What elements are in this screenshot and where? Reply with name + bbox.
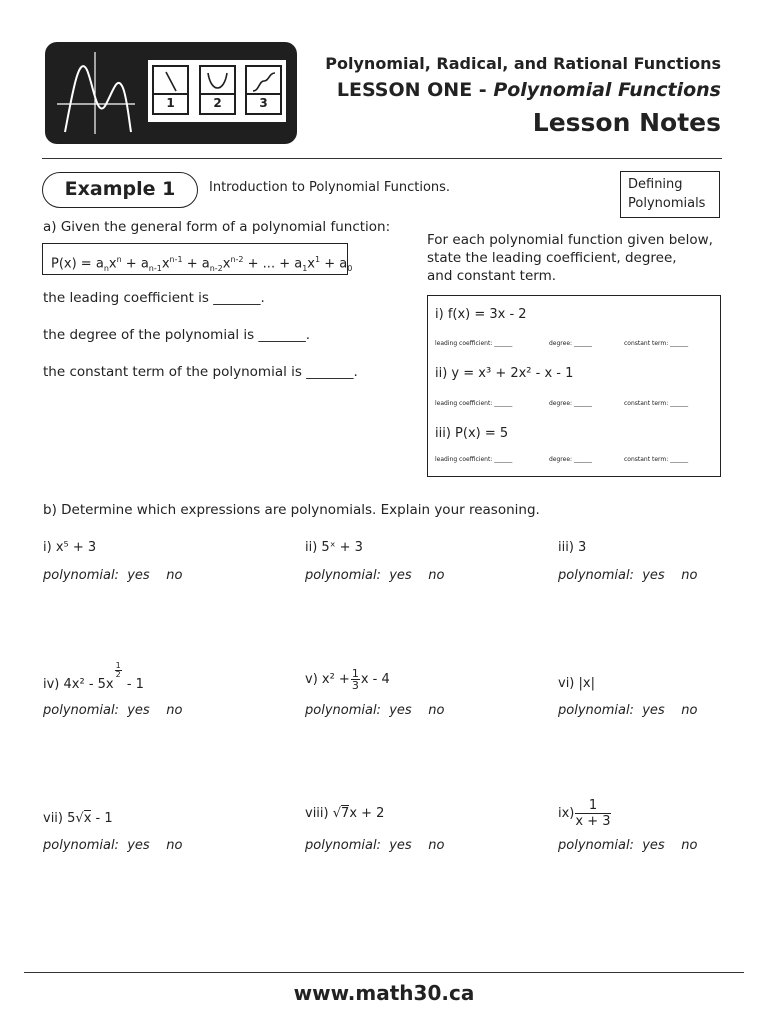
blank-constant-term: constant term: ______ [624,456,689,463]
answer-line-i: polynomial: yes no [43,568,183,583]
fraction: $\frac{1}{x + 3}$ [575,798,611,829]
answer-yes[interactable]: yes [127,838,150,853]
answer-yes[interactable]: yes [642,568,665,583]
answer-line-iv: polynomial: yes no [43,703,183,718]
general-form-formula: $P(x) = a_nx^n + a_{n-1}x^{n-1} + a_{n-2}x^{n-2}$ + ... + $a_1x^1 + a_0$ [42,243,348,275]
lesson-notes-heading: Lesson Notes [532,108,721,137]
answer-no[interactable]: no [681,703,698,718]
graph-type-panel [148,60,286,122]
lesson-name: Polynomial Functions [493,79,721,101]
blank-constant-term: constant term: ______ [624,400,689,407]
blank-degree: degree: ______ [549,400,592,407]
answer-no[interactable]: no [166,703,183,718]
expression-v: v) x² + $\frac{1}{3}$ x - 4 [305,667,390,692]
example-label: Example 1 [42,172,198,208]
right-prompt-line3: and constant term. [427,268,557,284]
blank-degree: degree: ______ [549,456,592,463]
right-prompt-line1: For each polynomial function given below, [427,232,713,248]
radical-sign: √ [75,811,84,826]
lesson-title [337,79,721,101]
answer-no[interactable]: no [681,568,698,583]
answer-yes[interactable]: yes [389,838,412,853]
expression-ii: ii) 5ˣ + 3 [305,540,363,555]
polynomial-graph-icon [55,50,137,136]
question-leading-coefficient: the leading coefficient is _______. [43,290,265,306]
answer-no[interactable]: no [428,838,445,853]
footer-divider [24,972,744,973]
radical-sign: √ [332,806,342,821]
expression-i: i) x⁵ + 3 [43,540,97,555]
fraction: $\frac{1}{3}$ [351,667,359,692]
graph-type-1 [152,65,189,115]
blank-leading-coefficient: leading coefficient: ______ [435,400,513,407]
expression-iv: iv) 4x² - 5x $\frac{1}{2}$ - 1 [43,661,144,692]
graph-type-3 [245,65,282,115]
lesson-prefix: LESSON ONE - [336,79,487,101]
answer-yes[interactable]: yes [389,703,412,718]
lesson-logo [45,42,297,144]
blank-constant-term: constant term: ______ [624,340,689,347]
topic-tag-line1: Defining [628,177,683,192]
answer-yes[interactable]: yes [389,568,412,583]
right-prompt-line2: state the leading coefficient, degree, [427,250,677,266]
answer-line-viii: polynomial: yes no [305,838,445,853]
graph-type-number: 2 [201,93,234,113]
graph-type-number: 1 [154,93,187,113]
graph-type-number: 3 [247,93,280,113]
topic-tag-line2: Polynomials [628,196,706,211]
answer-line-vi: polynomial: yes no [558,703,698,718]
question-degree: the degree of the polynomial is _______. [43,327,311,343]
function-iii: iii) P(x) = 5 [435,426,509,441]
answer-no[interactable]: no [428,703,445,718]
example-intro: Introduction to Polynomial Functions. [209,180,451,195]
blank-leading-coefficient: leading coefficient: ______ [435,456,513,463]
answer-yes[interactable]: yes [642,838,665,853]
topic-tag [620,171,720,218]
exponent-fraction: $\frac{1}{2}$ [115,661,121,679]
blank-degree: degree: ______ [549,340,592,347]
answer-no[interactable]: no [681,838,698,853]
answer-line-iii: polynomial: yes no [558,568,698,583]
expression-iii: iii) 3 [558,540,587,555]
answer-line-ii: polynomial: yes no [305,568,445,583]
answer-yes[interactable]: yes [127,703,150,718]
function-exercise-box [427,295,721,477]
header-divider [42,158,722,159]
expression-vii: vii) 5√x - 1 [43,811,113,826]
blank-leading-coefficient: leading coefficient: ______ [435,340,513,347]
function-i: i) f(x) = 3x - 2 [435,307,527,322]
function-ii: ii) y = x³ + 2x² - x - 1 [435,366,574,381]
answer-yes[interactable]: yes [642,703,665,718]
answer-line-vii: polynomial: yes no [43,838,183,853]
footer-url[interactable]: www.math30.ca [293,981,475,1005]
expression-viii: viii) √7x + 2 [305,806,385,821]
answer-no[interactable]: no [166,838,183,853]
question-constant-term: the constant term of the polynomial is _______. [43,364,358,380]
answer-line-v: polynomial: yes no [305,703,445,718]
expression-ix: ix) $\frac{1}{x + 3}$ [558,798,611,829]
part-b-prompt: b) Determine which expressions are polynomials. Explain your reasoning. [43,502,540,518]
answer-no[interactable]: no [428,568,445,583]
answer-line-ix: polynomial: yes no [558,838,698,853]
expression-vi: vi) |x| [558,676,595,691]
graph-type-2 [199,65,236,115]
answer-no[interactable]: no [166,568,183,583]
course-title: Polynomial, Radical, and Rational Functions [325,54,721,73]
answer-yes[interactable]: yes [127,568,150,583]
part-a-prompt: a) Given the general form of a polynomial function: [43,219,391,235]
